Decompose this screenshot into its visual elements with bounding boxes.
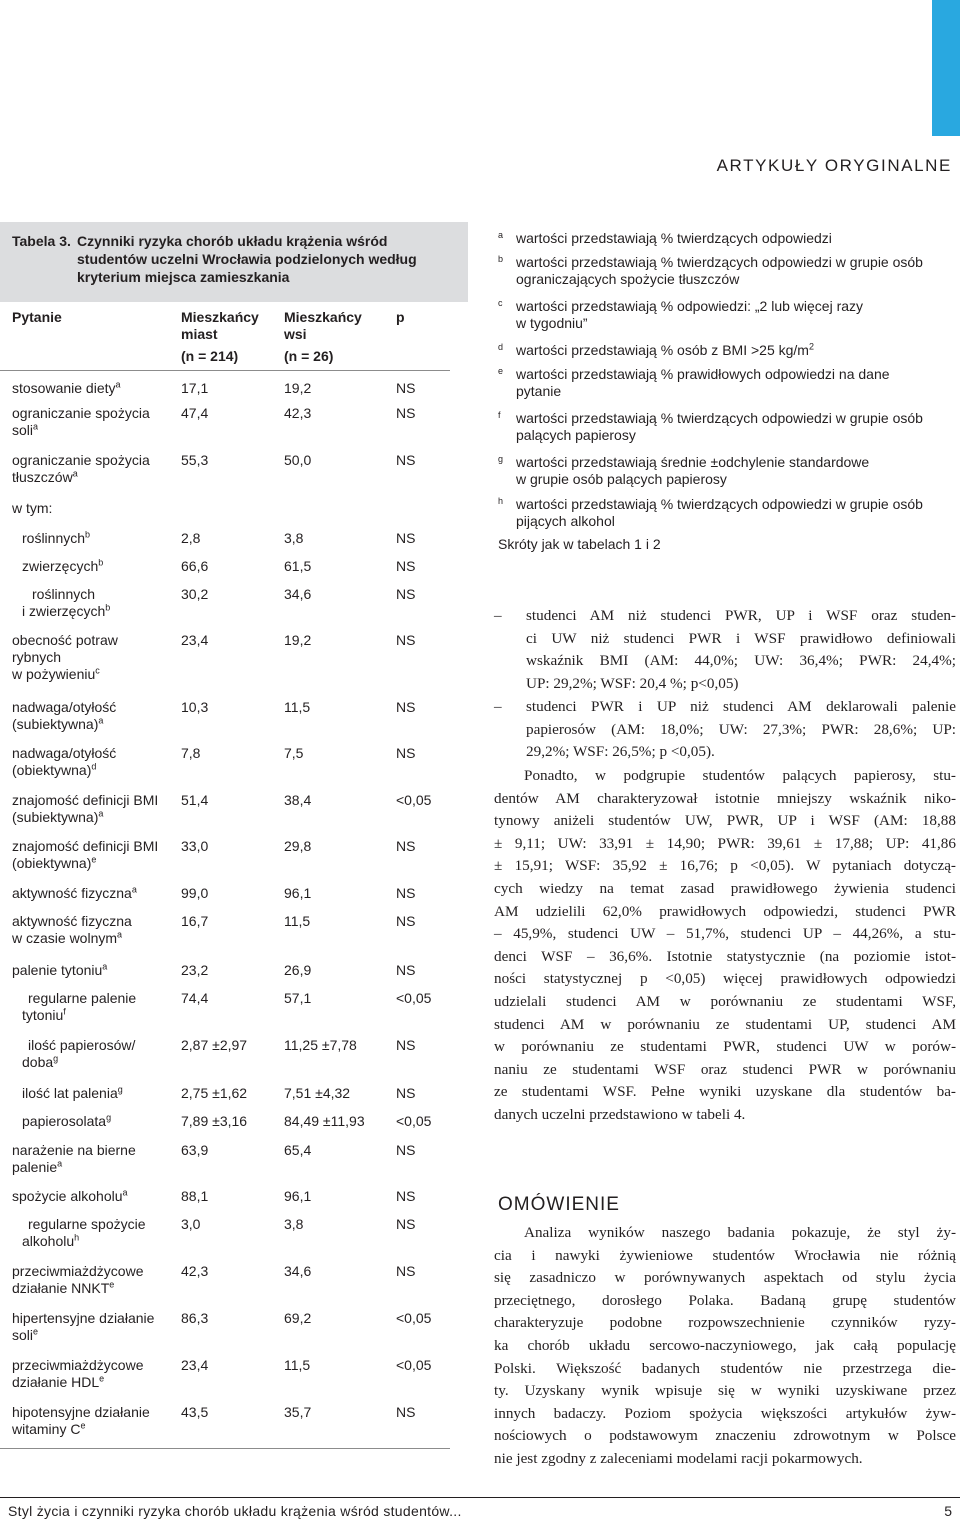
footnote [498, 454, 950, 488]
row-label [12, 699, 177, 733]
col-header-city [181, 309, 259, 365]
table-caption-text: Czynniki ryzyka chorób układu krążenia wśród studentów uczelni Wrocławia podzielonych według kryterium miejsca zamieszkania [77, 233, 417, 285]
row-label-line: działanie HDL$^e$ [12, 1373, 105, 1390]
cell-p: <0,05 [396, 990, 432, 1006]
cell-village: 19,2 [284, 632, 312, 648]
row-label-line: spożycie alkoholu$^a$ [12, 1187, 128, 1204]
cell-city: 33,0 [181, 838, 209, 854]
row-label-line: palenie tytoniu$^a$ [12, 961, 108, 978]
row-label [12, 632, 177, 683]
cell-p: NS [396, 1037, 416, 1053]
superscript-mark: c [95, 665, 100, 676]
footnote-line: pijących alkohol [516, 513, 615, 529]
cell-village: 3,8 [284, 1216, 304, 1232]
superscript-mark: e [109, 1279, 115, 1290]
col-header-city-n: (n = 214) [181, 348, 239, 364]
superscript-mark: a [33, 421, 39, 432]
col-header-village-n: (n = 26) [284, 348, 334, 364]
superscript-mark: a [117, 929, 123, 940]
cell-city: 2,75 ±1,62 [181, 1085, 248, 1101]
cell-city: 66,6 [181, 558, 209, 574]
footnote [498, 496, 950, 530]
superscript-mark: e [99, 1373, 105, 1384]
row-label-line: ilość papierosów/ [28, 1037, 136, 1053]
superscript-mark: e [33, 1326, 39, 1337]
row-label-line: papierosolata$^g$ [22, 1112, 112, 1129]
abbreviations-note: Skróty jak w tabelach 1 i 2 [498, 536, 661, 552]
row-label-line: przeciwmiażdżycowe [12, 1263, 144, 1279]
superscript-mark: a [115, 379, 121, 390]
cell-p: NS [396, 1216, 416, 1232]
text-line: dentów AM charakteryzował istotnie mniejszy wskaźnik niko- [494, 789, 956, 807]
row-label [12, 1404, 177, 1438]
footnote [498, 342, 950, 359]
text-line: papierosów (AM: 18,0%; UW: 27,3%; PWR: 28,6%; UP: [526, 720, 956, 738]
row-label-line: narażenie na bierne [12, 1142, 136, 1158]
cell-p: NS [396, 838, 416, 854]
cell-city: 3,0 [181, 1216, 201, 1232]
footnote-line: wartości przedstawiają % odpowiedzi: „2 lub więcej razy [516, 298, 864, 314]
text-line: studenci AM w porównaniu ze studentami UP, studenci AM [494, 1015, 956, 1033]
cell-p: NS [396, 405, 416, 421]
row-label-line: przeciwmiażdżycowe [12, 1357, 144, 1373]
row-label-line: palenie$^a$ [12, 1158, 63, 1175]
superscript-mark: a [98, 808, 104, 819]
text-line: cych wiedzy na temat zasad prawidłowego żywienia studenci [494, 879, 956, 897]
row-label [22, 1113, 187, 1130]
superscript-mark: a [131, 884, 137, 895]
cell-village: 34,6 [284, 586, 312, 602]
cell-village: 11,5 [284, 699, 311, 715]
footnote-line: ograniczających spożycie tłuszczów [516, 271, 740, 287]
row-label [22, 586, 187, 620]
footnote-line: wartości przedstawiają % twierdzących odpowiedzi w grupie osób [516, 496, 923, 512]
footnote-line: wartości przedstawiają średnie ±odchylenie standardowe [516, 454, 870, 470]
col-header-city-line1: Mieszkańcy [181, 309, 259, 325]
superscript-mark: f [63, 1006, 66, 1017]
paragraph-results [494, 765, 956, 1127]
bullet-text [526, 605, 956, 695]
section-heading-omowienie: OMÓWIENIE [498, 1194, 620, 1215]
row-label-line: regularne spożycie [28, 1216, 146, 1232]
row-label-line: aktywność fizyczna [12, 913, 132, 929]
cell-village: 11,5 [284, 1357, 311, 1373]
cell-p: NS [396, 1142, 416, 1158]
cell-village: 11,25 ±7,78 [284, 1037, 357, 1053]
superscript-mark: 2 [808, 341, 814, 352]
row-label [22, 558, 187, 575]
text-line: udzielali studenci AM w porównaniu ze studentami WSF, [494, 992, 956, 1010]
cell-city: 43,5 [181, 1404, 209, 1420]
text-line: 29,2%; WSF: 26,5%; p <0,05). [526, 743, 715, 761]
text-line: charakteryzuje podobne rozpowszechnienie czynników ryzy- [494, 1314, 956, 1332]
row-label-line: regularne palenie [28, 990, 137, 1006]
cell-village: 57,1 [284, 990, 312, 1006]
superscript-mark: e [91, 854, 97, 865]
text-line: cia i nawyki żywieniowe studentów Wrocławia nie różnią [494, 1246, 956, 1264]
cell-village: 29,8 [284, 838, 312, 854]
row-label-line: (obiektywna)$^d$ [12, 761, 97, 778]
row-label-line: zwierzęcych$^b$ [22, 557, 104, 574]
row-label [12, 452, 177, 486]
text-line: Polski. Większość badanych studentów nie przestrzega die- [494, 1359, 956, 1377]
footer-running-title: Styl życia i czynniki ryzyka chorób układu krążenia wśród studentów... [8, 1503, 462, 1519]
footnote-line: palących papierosy [516, 427, 636, 443]
cell-p: <0,05 [396, 1357, 432, 1373]
text-line: denci WSF – 36,6%. Istotnie statystycznie (na poziomie istot- [494, 947, 956, 965]
row-label-line: alkoholu$^h$ [22, 1232, 80, 1249]
row-label-line: nadwaga/otyłość [12, 745, 117, 761]
row-label-line: ilość lat palenia$^g$ [22, 1084, 123, 1101]
superscript-mark: a [98, 715, 104, 726]
text-line: ze studentami WSF. Pełne wyniki uzyskane dla studentów ba- [494, 1083, 956, 1101]
cell-p: NS [396, 913, 416, 929]
superscript-mark: b [105, 602, 111, 613]
cell-city: 47,4 [181, 405, 209, 421]
cell-p: <0,05 [396, 1113, 432, 1129]
row-label [12, 885, 177, 902]
cell-village: 35,7 [284, 1404, 312, 1420]
table-bottom-rule [0, 1448, 450, 1449]
row-label [12, 500, 177, 517]
row-label [12, 380, 177, 397]
cell-p: NS [396, 558, 416, 574]
bullet-dash: – [494, 607, 502, 624]
row-label-line: soli$^e$ [12, 1326, 39, 1343]
footnote-line: wartości przedstawiają % twierdzących odpowiedzi w grupie osób [516, 410, 923, 426]
cell-city: 30,2 [181, 586, 209, 602]
text-line: UP: 29,2%; WSF: 20,4 %; p<0,05) [526, 674, 739, 692]
text-line: ności statystycznej p <0,05) więcej prawidłowych odpowiedzi [494, 970, 956, 988]
footnote [498, 254, 950, 288]
cell-city: 2,87 ±2,97 [181, 1037, 248, 1053]
cell-p: NS [396, 885, 416, 901]
text-line: się zasadniczo w porównywanych aspektach od stylu życia [494, 1269, 956, 1287]
row-label [12, 745, 177, 779]
col-header-p: p [396, 309, 405, 325]
cell-p: NS [396, 380, 416, 396]
cell-village: 19,2 [284, 380, 312, 396]
cell-p: NS [396, 745, 416, 761]
cell-p: NS [396, 586, 416, 602]
cell-city: 63,9 [181, 1142, 209, 1158]
cell-city: 88,1 [181, 1188, 209, 1204]
cell-village: 50,0 [284, 452, 312, 468]
accent-bar [932, 0, 960, 136]
row-label-line: (subiektywna)$^a$ [12, 808, 104, 825]
text-line: – 45,9%, studenci UW – 51,7%, studenci UP – 44,26%, a stu- [494, 925, 956, 943]
col-header-village-line2: wsi [284, 326, 307, 342]
cell-p: <0,05 [396, 792, 432, 808]
text-line: Analiza wyników naszego badania pokazuje, że styl ży- [524, 1224, 956, 1241]
row-label-line: znajomość definicji BMI [12, 838, 159, 854]
cell-village: 84,49 ±11,93 [284, 1113, 365, 1129]
text-line: danych uczelni przedstawiono w tabeli 4. [494, 1105, 746, 1123]
cell-village: 38,4 [284, 792, 312, 808]
table-caption-label: Tabela 3. [12, 233, 71, 249]
row-label [12, 1188, 177, 1205]
row-label-line: nadwaga/otyłość [12, 699, 117, 715]
row-label-line: znajomość definicji BMI [12, 792, 159, 808]
footnote-mark: g [498, 454, 504, 464]
row-label-line: w pożywieniu$^c$ [12, 665, 100, 682]
text-line: w porównaniu ze studentami PWR, studenci UW w porów- [494, 1038, 956, 1056]
cell-city: 86,3 [181, 1310, 209, 1326]
cell-p: NS [396, 530, 416, 546]
footnote-mark: c [498, 298, 503, 308]
row-label [22, 1216, 187, 1250]
footnote-line: w grupie osób palących papierosy [516, 471, 727, 487]
superscript-mark: b [85, 529, 91, 540]
superscript-mark: b [98, 557, 104, 568]
page-number: 5 [944, 1503, 952, 1519]
cell-village: 7,51 ±4,32 [284, 1085, 351, 1101]
cell-p: NS [396, 1404, 416, 1420]
row-label-line: witaminy Ce [12, 1420, 86, 1437]
row-label [12, 962, 177, 979]
footnote [498, 298, 950, 332]
row-label [12, 792, 177, 826]
cell-city: 23,4 [181, 1357, 209, 1373]
text-line: nościowych o podstawowym znaczeniu zdrowotnym w Polsce [494, 1427, 956, 1445]
footnote-mark: h [498, 496, 504, 506]
row-label [12, 1310, 177, 1344]
footnote-line: pytanie [516, 383, 562, 399]
col-header-city-line2: miast [181, 326, 218, 342]
row-label-line: soli$^a$ [12, 421, 39, 438]
text-line: nie jest zgodny z zaleceniami modelami racji pokarmowych. [494, 1449, 863, 1467]
cell-city: 17,1 [181, 380, 209, 396]
text-line: AM udzielili 62,0% prawidłowych odpowiedzi, studenci PWR [494, 902, 956, 920]
row-label-line: (obiektywna)$^e$ [12, 854, 97, 871]
superscript-mark: g [53, 1053, 59, 1064]
row-label [12, 913, 177, 947]
row-label-line: aktywność fizyczna$^a$ [12, 884, 137, 901]
bullet-item [494, 696, 956, 764]
cell-village: 96,1 [284, 1188, 312, 1204]
bullet-item [494, 605, 956, 695]
superscript-mark: d [91, 761, 97, 772]
cell-village: 11,5 [284, 913, 311, 929]
cell-village: 96,1 [284, 885, 312, 901]
text-line: studenci PWR i UP niż studenci AM deklarowali palenie [526, 698, 956, 715]
footnote-line: wartości przedstawiają % twierdzących odpowiedzi w grupie osób [516, 254, 923, 270]
cell-village: 65,4 [284, 1142, 312, 1158]
col-header-village-line1: Mieszkańcy [284, 309, 362, 325]
row-label [12, 405, 177, 439]
row-label-line: doba$^g$ [22, 1053, 59, 1070]
footnote-line: wartości przedstawiają % prawidłowych odpowiedzi na dane [516, 366, 890, 382]
row-label [22, 530, 187, 547]
row-label-line: ograniczanie spożycia [12, 405, 150, 421]
text-line: innych badaczy. Poziom spożycia większości artykułów żyw- [494, 1404, 956, 1422]
cell-village: 3,8 [284, 530, 304, 546]
text-line: Ponadto, w podgrupie studentów palących papierosy, stu- [524, 767, 956, 784]
superscript-mark: h [74, 1232, 80, 1243]
footnote [498, 366, 950, 400]
row-label [12, 1263, 177, 1297]
row-label-line: ograniczanie spożycia [12, 452, 150, 468]
row-label [22, 1085, 187, 1102]
row-label-line: hipotensyjne działanie [12, 1404, 150, 1420]
footnote-line: w tygodniu” [516, 315, 588, 331]
row-label-line: w czasie wolnym$^a$ [12, 929, 123, 946]
footnote-mark: d [498, 342, 504, 352]
superscript-mark: e [80, 1420, 86, 1431]
cell-p: NS [396, 1263, 416, 1279]
cell-city: 23,2 [181, 962, 209, 978]
row-label [22, 990, 187, 1024]
footnote-mark: a [498, 230, 504, 240]
cell-village: 61,5 [284, 558, 312, 574]
footnote-line: wartości przedstawiają % osób z BMI >25 $kg/m^2$ [516, 341, 814, 358]
text-line: naniu ze studentami WSF oraz studenci PWR w porównaniu [494, 1060, 956, 1078]
text-line: przeciętnego, dorosłego Polaka. Badaną grupę studentów [494, 1291, 956, 1309]
superscript-mark: g [106, 1112, 112, 1123]
bullet-dash: – [494, 698, 502, 715]
cell-city: 99,0 [181, 885, 209, 901]
cell-city: 7,8 [181, 745, 201, 761]
footnote-mark: b [498, 254, 504, 264]
cell-city: 74,4 [181, 990, 209, 1006]
row-label-line: rybnych [12, 649, 62, 665]
cell-city: 51,4 [181, 792, 209, 808]
text-line: ty. Uzyskany wynik wpisuje się w wyniki uzyskiwane przez [494, 1382, 956, 1400]
footnote-mark: e [498, 366, 504, 376]
cell-p: NS [396, 1085, 416, 1101]
cell-p: <0,05 [396, 1310, 432, 1326]
superscript-mark: a [102, 961, 108, 972]
cell-city: 55,3 [181, 452, 209, 468]
text-line: ± 15,91; WSF: 35,92 ± 16,76; p <0,05). W pytaniach dotyczą- [494, 857, 956, 875]
cell-village: 69,2 [284, 1310, 312, 1326]
text-line: wskaźnik BMI (AM: 44,0%; UW: 36,4%; PWR: 24,4%; [526, 652, 956, 670]
cell-city: 42,3 [181, 1263, 209, 1279]
row-label-line: w tym: [12, 500, 53, 516]
cell-village: 7,5 [284, 745, 304, 761]
text-line: studenci AM niż studenci PWR, UP i WSF oraz studen- [526, 607, 956, 624]
cell-city: 16,7 [181, 913, 209, 929]
text-line: ka chorób układu sercowo-naczyniowego, jak całą populację [494, 1336, 956, 1354]
row-label [12, 1357, 177, 1391]
cell-p: NS [396, 632, 416, 648]
col-header-question: Pytanie [12, 309, 62, 325]
text-line: tynowy aniżeli studentów UW, PWR, UP i WSF (AM: 18,88 [494, 812, 956, 830]
row-label-line: (subiektywna)$^a$ [12, 715, 104, 732]
cell-village: 26,9 [284, 962, 312, 978]
cell-city: 7,89 ±3,16 [181, 1113, 248, 1129]
row-label-line: obecność potraw [12, 632, 118, 648]
cell-city: 2,8 [181, 530, 201, 546]
cell-city: 23,4 [181, 632, 209, 648]
row-label [12, 1142, 177, 1176]
cell-village: 42,3 [284, 405, 312, 421]
row-label-line: hipertensyjne działanie [12, 1310, 155, 1326]
cell-p: NS [396, 962, 416, 978]
footnote [498, 230, 950, 247]
footnote [498, 410, 950, 444]
row-label-line: tłuszczów$^a$ [12, 468, 78, 485]
row-label [12, 838, 177, 872]
row-label-line: roślinnych$^b$ [22, 529, 91, 546]
row-label-line: stosowanie diety$^a$ [12, 379, 121, 396]
superscript-mark: g [117, 1084, 123, 1095]
cell-city: 10,3 [181, 699, 209, 715]
cell-p: NS [396, 699, 416, 715]
superscript-mark: a [57, 1158, 63, 1169]
footer-rule [0, 1497, 960, 1498]
row-label-line: roślinnych [32, 586, 96, 602]
footnote-mark: f [498, 410, 501, 420]
section-header: ARTYKUŁY ORYGINALNE [716, 156, 952, 175]
cell-p: NS [396, 1188, 416, 1204]
row-label-line: działanie NNKT$^e$ [12, 1279, 115, 1296]
col-header-village [284, 309, 362, 365]
superscript-mark: a [72, 468, 78, 479]
footnote-line: wartości przedstawiają % twierdzących odpowiedzi [516, 230, 832, 246]
superscript-mark: a [122, 1187, 128, 1198]
row-label-line: i zwierzęcych$^b$ [22, 602, 111, 619]
cell-village: 34,6 [284, 1263, 312, 1279]
row-label [22, 1037, 187, 1071]
text-line: ci UW niż studenci PWR i WSF prawidłowo definiowali [526, 629, 956, 647]
cell-p: NS [396, 452, 416, 468]
text-line: ± 9,11; UW: 33,91 ± 14,90; PWR: 39,61 ± 17,88; UP: 41,86 [494, 834, 956, 852]
row-label-line: tytoniu$^f$ [22, 1006, 66, 1023]
table-header-rule [0, 370, 450, 371]
bullet-text [526, 696, 956, 764]
paragraph-omowienie [494, 1222, 956, 1471]
